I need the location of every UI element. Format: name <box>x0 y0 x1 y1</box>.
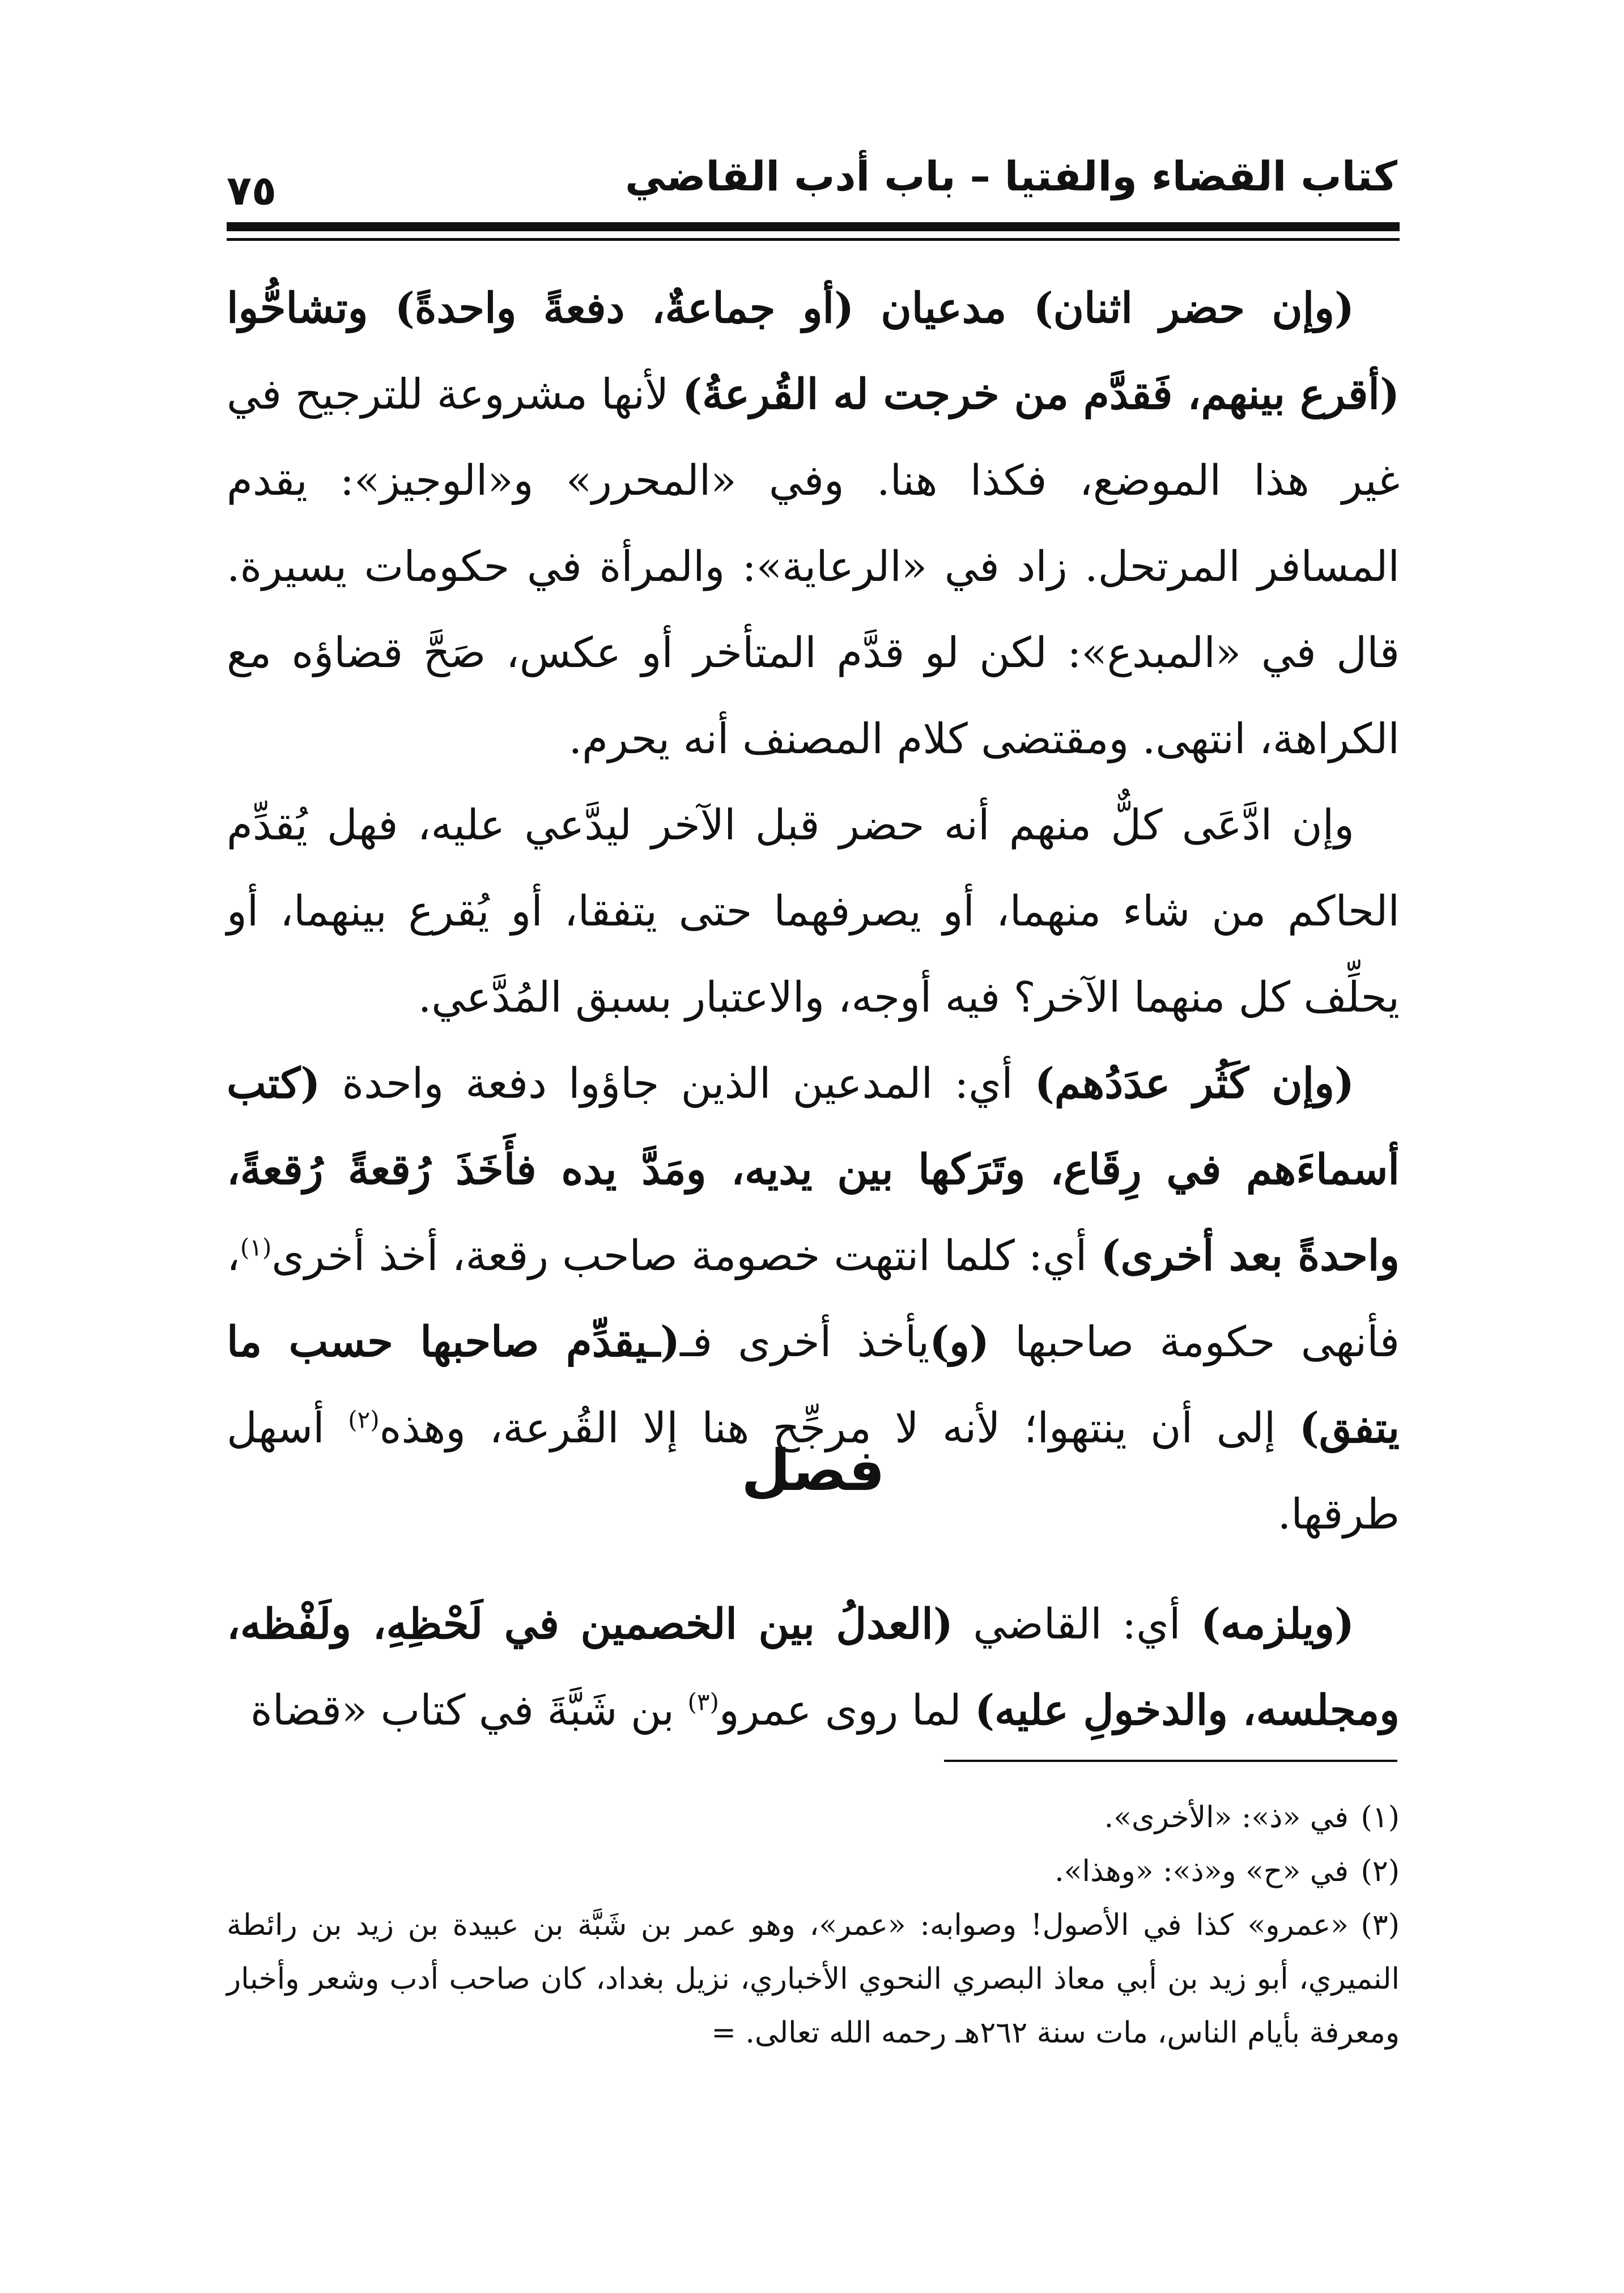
matn-text: (العدلُ بين الخصمين في لَحْظِهِ، ولَفْظه، ومجلسه، والدخولِ عليه) <box>227 1600 1400 1735</box>
header-rule-thick <box>227 222 1400 231</box>
paragraph-2: وإن ادَّعَى كلٌّ منهم أنه حضر قبل الآخر ليدَّعي عليه، فهل يُقدِّم الحاكم من شاء منهما، أو يصرفهما حتى يتفقا، أو يُقرع بينهما، أو يحلِّف كل منهما الآخر؟ فيه أوجه، والاعتبار بسبق المُدَّعي. <box>227 801 1400 1022</box>
header-rule-thin <box>227 238 1400 241</box>
matn-text: (وإن حضر اثنان) مدعيان (أو جماعةٌ، دفعةً واحدةً) وتشاحُّوا (أقرع بينهم، فَقدَّم من خرجت له القُرعةُ) <box>227 284 1400 419</box>
main-text <box>227 265 1400 1557</box>
matn-text: (وإن كَثُر عدَدُهم) <box>1034 1059 1354 1108</box>
sharh-text: لما روى عمرو <box>719 1686 975 1735</box>
paragraph-1 <box>227 265 1400 782</box>
matn-text: (و) <box>929 1318 989 1366</box>
footnote-text: في «ح» و«ذ»: «وهذا». <box>1055 1854 1349 1888</box>
sharh-text: أي: المدعين الذين جاؤوا دفعة واحدة <box>320 1059 1035 1108</box>
footnote-2 <box>227 1845 1400 1899</box>
sharh-text: لأنها مشروعة للترجيح في غير هذا الموضع، فكذا هنا. وفي «المحرر» و«الوجيز»: يقدم المسافر المرتحل. زاد في «الرعاية»: والمرأة في حكومات يسيرة. قال في «المبدع»: لكن لو قدَّم المتأخر أو عكس، صَحَّ قضاؤه مع الكراهة، انتهى. ومقتضى كلام المصنف أنه يحرم. <box>227 370 1400 763</box>
matn-text: (ويلزمه) <box>1201 1600 1354 1649</box>
footnote-3 <box>227 1899 1400 2060</box>
running-head: كتاب القضاء والفتيا – باب أدب القاضي <box>625 152 1397 200</box>
footnote-number: (٢) <box>1361 1854 1400 1888</box>
footnote-ref-1[interactable]: (١) <box>240 1233 272 1262</box>
footnote-number: (٣) <box>1361 1908 1400 1942</box>
section-heading: فصل <box>741 1437 885 1504</box>
footnote-text: في «ذ»: «الأخرى». <box>1104 1801 1349 1835</box>
footnotes <box>227 1791 1400 2060</box>
matn-text: (كتب أسماءَهم في رِقَاع، وتَرَكها بين يديه، ومَدَّ يده فأَخَذَ رُقعةً رُقعةً، واحدةً بعد أخرى) <box>227 1059 1400 1280</box>
footnote-separator <box>944 1760 1397 1762</box>
sharh-text: أسهل طرقها. <box>227 1404 1400 1539</box>
sharh-text: أي: كلما انتهت خصومة صاحب رقعة، أخذ أخرى <box>271 1232 1101 1280</box>
footnote-text: «عمرو» كذا في الأصول! وصوابه: «عمر»، وهو عمر بن شَبَّة بن عبيدة بن زيد بن رائطة النميري، أبو زيد بن أبي معاذ البصري النحوي الأخباري، نزيل بغداد، كان صاحب أدب وشعر وأخبار ومعرفة بأيام الناس، مات سنة ٢٦٢هـ رحمه الله تعالى. = <box>227 1908 1400 2050</box>
matn-text: (ـيقدِّم صاحبها حسب ما يتفق) <box>227 1318 1400 1453</box>
sharh-text: إلى أن ينتهوا؛ لأنه لا مرجِّح هنا إلا القُرعة، وهذه <box>379 1404 1299 1453</box>
sharh-text: بن شَبَّةَ في كتاب «قضاة <box>250 1686 688 1735</box>
footnote-number: (١) <box>1361 1801 1400 1835</box>
footnote-ref-3[interactable]: (٣) <box>687 1688 719 1716</box>
footnote-ref-2[interactable]: (٢) <box>348 1405 380 1434</box>
page-number: ٧٥ <box>227 167 277 214</box>
sharh-text: أي: القاضي <box>953 1600 1201 1649</box>
paragraph-4 <box>227 1581 1400 1753</box>
sharh-text: يأخذ أخرى فـ <box>680 1318 930 1366</box>
footnote-1 <box>227 1791 1400 1845</box>
sharh-text: ، فأنهى حكومة صاحبها <box>227 1232 1400 1366</box>
main-text-section <box>227 1581 1400 1753</box>
